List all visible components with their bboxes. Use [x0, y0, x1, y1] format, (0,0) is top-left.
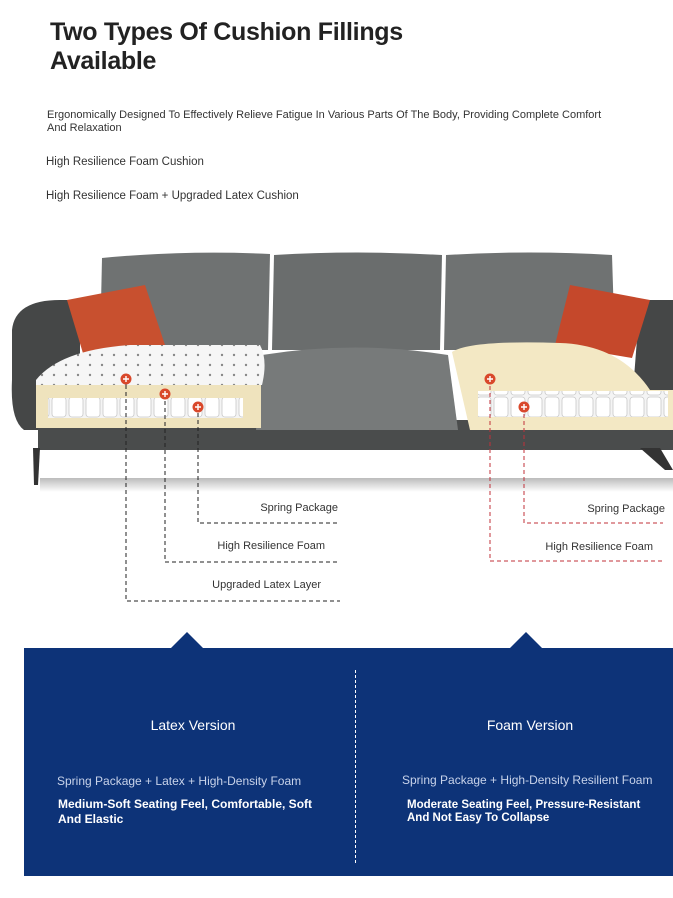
foam-feature	[407, 799, 640, 825]
plus-marker-icon	[193, 402, 204, 413]
plus-marker-icon	[485, 374, 496, 385]
title-line-1: Two Types Of Cushion Fillings	[50, 18, 403, 46]
latex-version-title: Latex Version	[150, 717, 236, 733]
comparison-panel	[24, 648, 673, 876]
foam-feature-line-2: And Not Easy To Collapse	[407, 812, 550, 824]
label-spring-package-left: Spring Package	[260, 502, 338, 514]
latex-feature	[58, 797, 312, 827]
leg-right	[640, 448, 673, 470]
option-latex-cushion: High Resilience Foam + Upgraded Latex Cushion	[46, 190, 299, 202]
plus-marker-icon	[160, 389, 171, 400]
foam-composition: Spring Package + High-Density Resilient Foam	[402, 773, 653, 787]
notch-right	[510, 632, 542, 648]
notch-left	[171, 632, 203, 648]
spring-package-right	[478, 391, 668, 417]
back-cushion-middle	[272, 253, 442, 351]
label-spring-package-right: Spring Package	[587, 503, 665, 515]
foam-feature-line-1: Moderate Seating Feel, Pressure-Resistant	[407, 799, 641, 811]
title-line-2: Available	[50, 47, 157, 75]
latex-feature-line-1: Medium-Soft Seating Feel, Comfortable, Soft	[58, 797, 313, 811]
panel-divider	[355, 670, 356, 863]
plus-marker-icon	[519, 402, 530, 413]
option-foam-cushion: High Resilience Foam Cushion	[46, 156, 204, 168]
foam-version-title: Foam Version	[486, 717, 574, 733]
leg-left	[33, 448, 40, 485]
latex-feature-line-2: And Elastic	[58, 812, 124, 826]
label-foam-right: High Resilience Foam	[545, 541, 653, 553]
description: Ergonomically Designed To Effectively Relieve Fatigue In Various Parts Of The Body, Providing Complete Comfort And Relaxation	[47, 109, 602, 134]
floor-shadow	[40, 478, 673, 492]
label-foam-left: High Resilience Foam	[217, 540, 325, 552]
latex-composition: Spring Package + Latex + High-Density Foam	[57, 774, 302, 788]
label-latex-layer: Upgraded Latex Layer	[212, 579, 321, 591]
spring-package-left	[48, 398, 243, 418]
plus-marker-icon	[121, 374, 132, 385]
seat-cushion-middle	[256, 348, 458, 431]
